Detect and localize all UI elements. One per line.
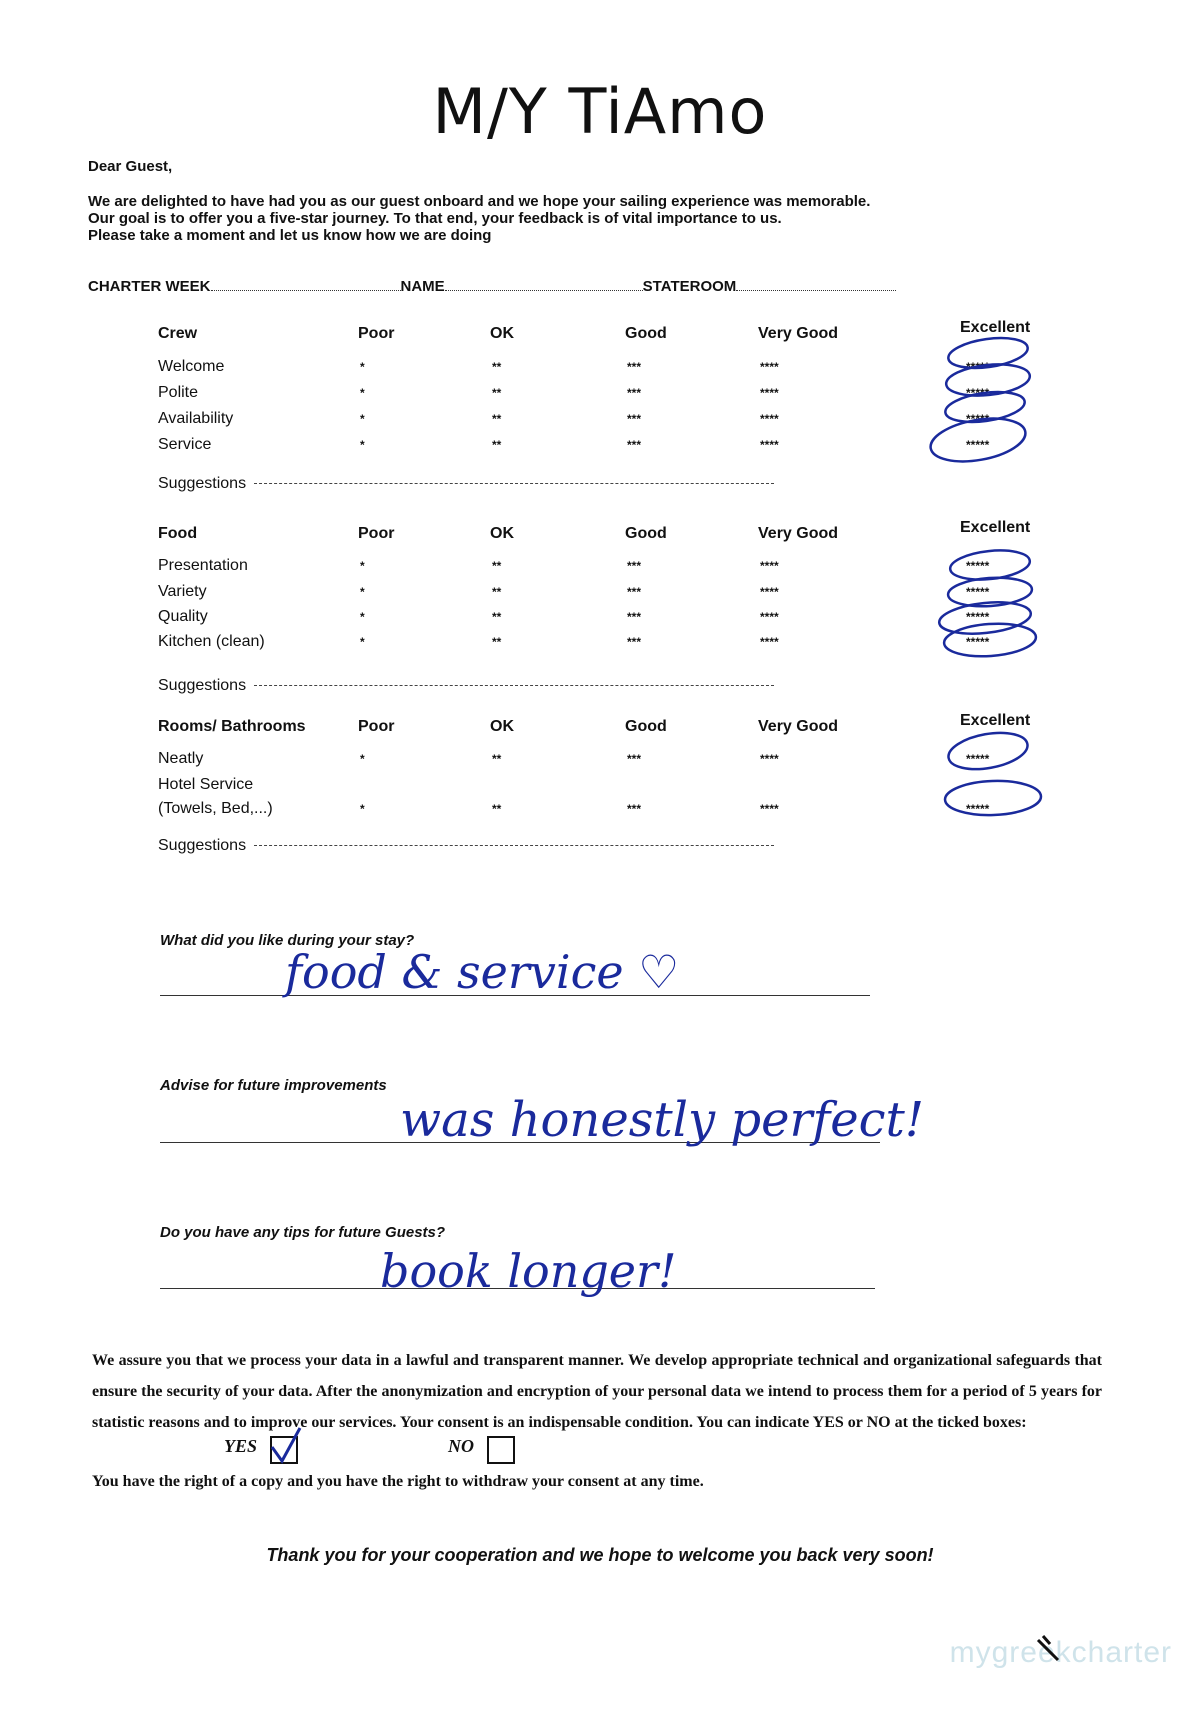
selection-circle [938, 598, 1033, 637]
rating-option-ok[interactable]: ** [492, 386, 502, 400]
rating-option-good[interactable]: *** [627, 802, 642, 816]
charter-week-label: CHARTER WEEK [88, 278, 211, 295]
rating-option-ok[interactable]: ** [492, 412, 502, 426]
rating-option-very-good[interactable]: **** [760, 752, 779, 766]
section-title: Crew [158, 325, 198, 342]
rating-option-very-good[interactable]: **** [760, 412, 779, 426]
column-header-very-good: Very Good [758, 325, 839, 342]
rating-option-excellent[interactable]: ***** [966, 438, 990, 452]
pen-mark-icon [1038, 1636, 1058, 1660]
column-header-poor: Poor [358, 325, 395, 342]
selection-circle [943, 621, 1037, 659]
rating-option-poor[interactable]: * [360, 635, 365, 649]
rating-option-excellent[interactable]: ***** [966, 559, 990, 573]
intro-line: Please take a moment and let us know how we are doing [88, 227, 492, 244]
column-header-ok: OK [490, 325, 514, 342]
column-header-very-good: Very Good [758, 718, 839, 735]
rating-row-label: Polite [158, 384, 199, 401]
rights-text: You have the right of a copy and you have the right to withdraw your consent at any time. [92, 1473, 704, 1490]
rating-option-excellent[interactable]: ***** [966, 802, 990, 816]
checkmark-icon [272, 1428, 300, 1461]
rating-row-label: Service [158, 436, 212, 453]
column-header-excellent: Excellent [960, 319, 1031, 336]
rating-option-excellent[interactable]: ***** [966, 360, 990, 374]
rating-option-poor[interactable]: * [360, 559, 365, 573]
name-label: NAME [400, 278, 445, 295]
rating-option-good[interactable]: *** [627, 610, 642, 624]
answer-handwriting: food & service ♡ [285, 945, 680, 999]
rating-option-good[interactable]: *** [627, 585, 642, 599]
rating-option-excellent[interactable]: ***** [966, 635, 990, 649]
privacy-notice: We assure you that we process your data in a lawful and transparent manner. We develop appropriate technical and organizational safeguards that ensure the security of your data. After the anonymization and encryption of your personal data we intend to process them for a period of 5 years for statistic reasons and to improve our services. Your consent is an indispensable condition. You can indicate YES or NO at the ticked boxes: [92, 1352, 1102, 1431]
rating-option-ok[interactable]: ** [492, 610, 502, 624]
rating-row-label: Hotel Service [158, 776, 254, 793]
rating-option-good[interactable]: *** [627, 752, 642, 766]
column-header-good: Good [625, 325, 667, 342]
rating-option-poor[interactable]: * [360, 585, 365, 599]
selection-circle [946, 727, 1031, 774]
rating-option-ok[interactable]: ** [492, 635, 502, 649]
rating-option-poor[interactable]: * [360, 752, 365, 766]
rating-option-excellent[interactable]: ***** [966, 585, 990, 599]
intro-line: Our goal is to offer you a five-star journey. To that end, your feedback is of vital importance to us. [88, 210, 782, 227]
salutation: Dear Guest, [88, 158, 173, 175]
answer-handwriting: book longer! [380, 1244, 677, 1298]
rating-option-very-good[interactable]: **** [760, 635, 779, 649]
rating-option-poor[interactable]: * [360, 802, 365, 816]
rating-option-good[interactable]: *** [627, 386, 642, 400]
rating-row-label: Availability [158, 410, 234, 427]
consent-yes-label: YES [224, 1436, 258, 1456]
rating-option-very-good[interactable]: **** [760, 585, 779, 599]
rating-row-label: (Towels, Bed,...) [158, 800, 273, 817]
column-header-good: Good [625, 718, 667, 735]
rating-option-poor[interactable]: * [360, 610, 365, 624]
rating-row-label: Kitchen (clean) [158, 633, 265, 650]
rating-row-label: Presentation [158, 557, 248, 574]
rating-option-ok[interactable]: ** [492, 802, 502, 816]
selection-circle [927, 412, 1028, 468]
page-title: M/Y TiAmo [432, 75, 768, 148]
column-header-excellent: Excellent [960, 712, 1031, 729]
column-header-ok: OK [490, 525, 514, 542]
rating-option-good[interactable]: *** [627, 635, 642, 649]
selection-circle [944, 779, 1041, 816]
suggestions-label: Suggestions [158, 475, 247, 492]
answer-handwriting: was honestly perfect! [400, 1092, 925, 1148]
rating-option-very-good[interactable]: **** [760, 360, 779, 374]
rating-row-label: Welcome [158, 358, 225, 375]
column-header-ok: OK [490, 718, 514, 735]
column-header-good: Good [625, 525, 667, 542]
column-header-poor: Poor [358, 525, 395, 542]
consent-no-label: NO [448, 1436, 474, 1456]
question-label: Advise for future improvements [160, 1077, 387, 1094]
question-label: What did you like during your stay? [160, 932, 415, 949]
rating-option-very-good[interactable]: **** [760, 610, 779, 624]
thank-you-text: Thank you for your cooperation and we hope to welcome you back very soon! [266, 1545, 934, 1565]
rating-option-excellent[interactable]: ***** [966, 610, 990, 624]
intro-line: We are delighted to have had you as our guest onboard and we hope your sailing experience was memorable. [88, 193, 871, 210]
rating-option-ok[interactable]: ** [492, 438, 502, 452]
stateroom-label: STATEROOM [642, 278, 737, 295]
suggestions-label: Suggestions [158, 677, 247, 694]
rating-row-label: Variety [158, 583, 207, 600]
rating-option-excellent[interactable]: ***** [966, 386, 990, 400]
rating-option-very-good[interactable]: **** [760, 802, 779, 816]
rating-option-poor[interactable]: * [360, 412, 365, 426]
section-title: Food [158, 525, 198, 542]
rating-option-ok[interactable]: ** [492, 752, 502, 766]
rating-option-ok[interactable]: ** [492, 360, 502, 374]
rating-option-good[interactable]: *** [627, 412, 642, 426]
rating-option-good[interactable]: *** [627, 438, 642, 452]
rating-option-ok[interactable]: ** [492, 585, 502, 599]
section-title: Rooms/ Bathrooms [158, 718, 306, 735]
column-header-very-good: Very Good [758, 525, 839, 542]
rating-option-poor[interactable]: * [360, 360, 365, 374]
rating-option-very-good[interactable]: **** [760, 386, 779, 400]
rating-option-excellent[interactable]: ***** [966, 752, 990, 766]
watermark: mygreekcharter [949, 1636, 1172, 1669]
rating-row-label: Neatly [158, 750, 204, 767]
rating-option-ok[interactable]: ** [492, 559, 502, 573]
rating-option-very-good[interactable]: **** [760, 559, 779, 573]
rating-option-poor[interactable]: * [360, 438, 365, 452]
rating-option-good[interactable]: *** [627, 559, 642, 573]
rating-option-good[interactable]: *** [627, 360, 642, 374]
question-label: Do you have any tips for future Guests? [160, 1224, 446, 1241]
rating-option-poor[interactable]: * [360, 386, 365, 400]
column-header-excellent: Excellent [960, 519, 1031, 536]
rating-row-label: Quality [158, 608, 208, 625]
rating-option-excellent[interactable]: ***** [966, 412, 990, 426]
suggestions-label: Suggestions [158, 837, 247, 854]
column-header-poor: Poor [358, 718, 395, 735]
rating-option-very-good[interactable]: **** [760, 438, 779, 452]
